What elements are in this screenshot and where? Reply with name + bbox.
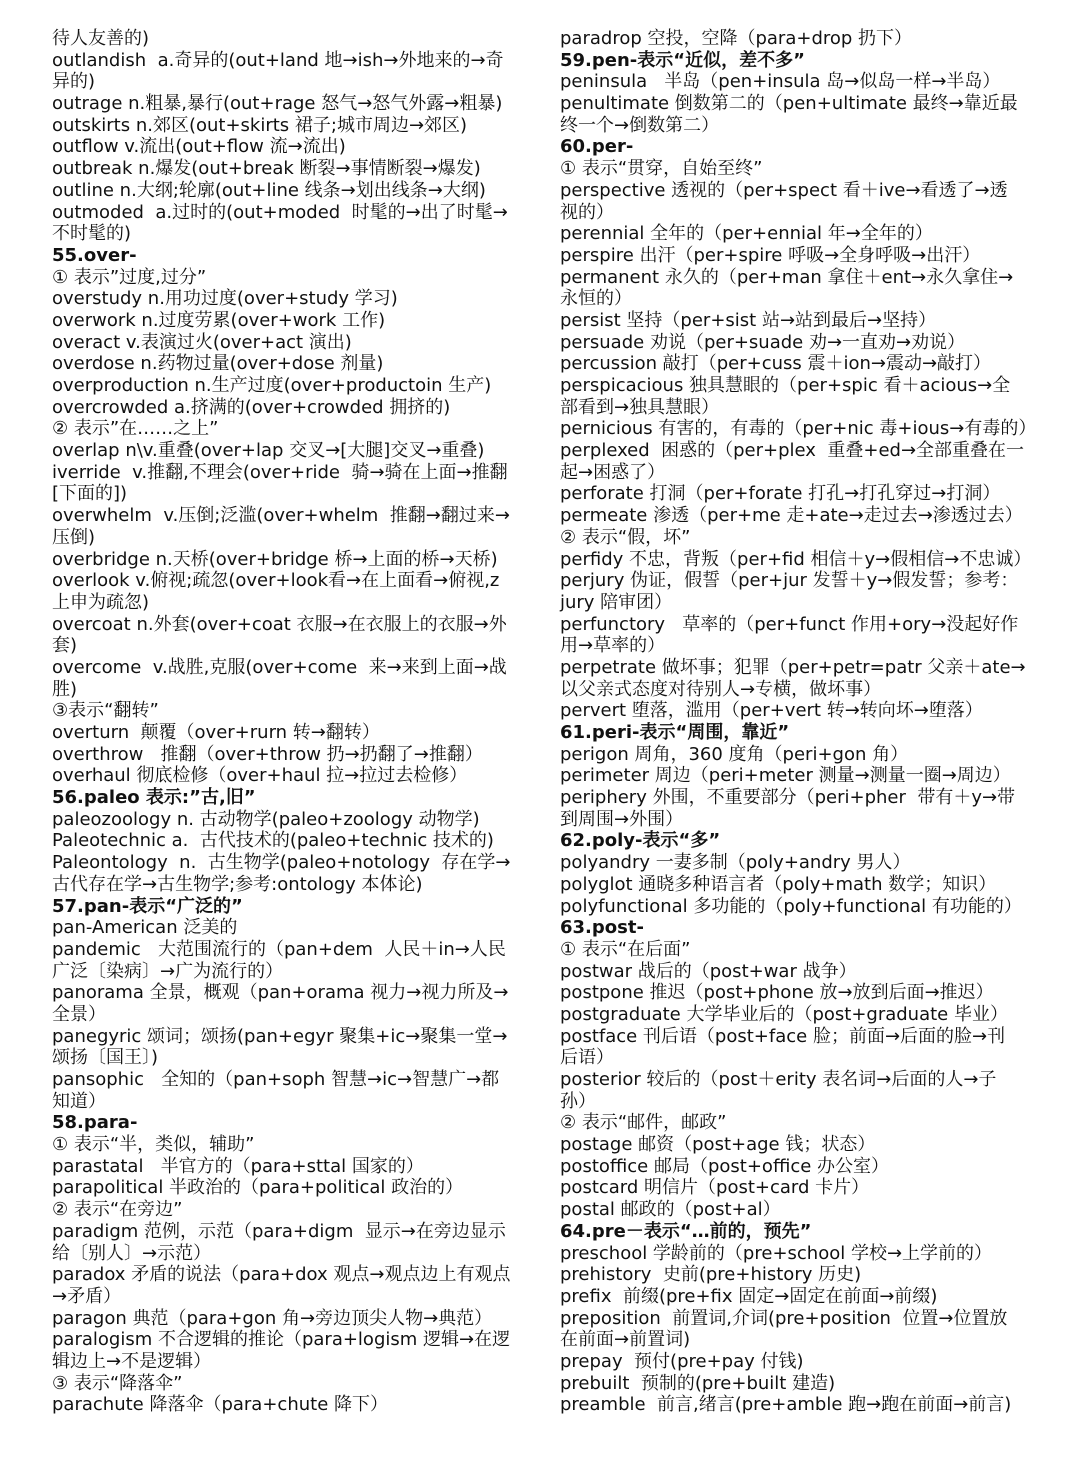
entry-line: overproduction n.生产过度(over+productoin 生产) xyxy=(52,375,492,396)
section-heading: 56.paleo 表示:”古,旧” xyxy=(52,787,256,809)
entry-line: perpetrate 做坏事；犯罪（per+petr=patr 父亲＋ate→ xyxy=(560,656,1026,678)
entry-line: 上申为疏忽) xyxy=(52,591,150,613)
entry-line: outbreak n.爆发(out+break 断裂→事情断裂→爆发) xyxy=(52,158,481,180)
entry-line: posterior 较后的（post＋erity 表名词→后面的人→子 xyxy=(560,1069,997,1090)
entry-line: outflow v.流出(out+flow 流→流出) xyxy=(52,136,346,158)
entry-line: 给〔别人〕→示范） xyxy=(52,1242,212,1264)
section-heading: 62.poly-表示“多” xyxy=(560,830,721,852)
entry-line: perigon 周角，360 度角（peri+gon 角） xyxy=(560,743,909,765)
entry-line: overlap n\v.重叠(over+lap 交叉→[大腿]交叉→重叠) xyxy=(52,440,485,462)
entry-line: perimeter 周边（peri+meter 测量→测量一圈→周边） xyxy=(560,765,1011,787)
subsection-marker: ① 表示“在后面” xyxy=(560,938,691,960)
entry-line: perspire 出汗（per+spire 呼吸→全身呼吸→出汗） xyxy=(560,244,981,266)
entry-line: outline n.大纲;轮廓(out+line 线条→划出线条→大纲) xyxy=(52,179,486,201)
entry-line: overcoat n.外套(over+coat 衣服→在衣服上的衣服→外 xyxy=(52,613,507,635)
entry-line: postcard 明信片（post+card 卡片） xyxy=(560,1177,870,1199)
entry-line: 后语） xyxy=(560,1047,614,1069)
entry-line: perplexed 困惑的（per+plex 重叠+ed→全部重叠在一 xyxy=(560,440,1025,462)
entry-line: 广泛〔染病〕→广为流行的） xyxy=(52,960,284,982)
entry-line: permanent 永久的（per+man 拿住＋ent→永久拿住→ xyxy=(560,266,1014,288)
entry-line: prefix 前缀(pre+fix 固定→固定在前面→前缀) xyxy=(560,1285,938,1307)
entry-line: parapolitical 半政治的（para+political 政治的） xyxy=(52,1177,464,1199)
entry-line: Paleontology n. 古生物学(paleo+notology 存在学→ xyxy=(52,852,511,874)
entry-line: postage 邮资（post+age 钱；状态） xyxy=(560,1134,876,1156)
entry-line: 不时髦的) xyxy=(52,223,132,245)
entry-line: overwhelm v.压倒;泛滥(over+whelm 推翻→翻过来→ xyxy=(52,505,510,527)
entry-line: percussion 敲打（per+cuss 震＋ion→震动→敲打） xyxy=(560,353,992,375)
entry-line: panorama 全景，概观（pan+orama 视力→视力所及→ xyxy=(52,982,509,1004)
entry-line: paralogism 不合逻辑的推论（para+logism 逻辑→在逻 xyxy=(52,1329,511,1351)
entry-line: polyfunctional 多功能的（poly+functional 有功能的） xyxy=(560,895,1022,917)
section-heading: 63.post- xyxy=(560,917,644,939)
entry-line: 压倒) xyxy=(52,526,96,548)
entry-line: 以父亲式态度对待别人→专横，做坏事） xyxy=(560,678,882,700)
subsection-marker: ③ 表示“降落伞” xyxy=(52,1372,183,1394)
entry-line: permeate 渗透（per+me 走+ate→走过去→渗透过去） xyxy=(560,505,1023,527)
entry-line: perspicacious 独具慧眼的（per+spic 看＋acious→全 xyxy=(560,375,1011,396)
entry-line: preschool 学龄前的（pre+school 学校→上学前的） xyxy=(560,1242,993,1264)
section-heading: 58.para- xyxy=(52,1112,138,1134)
entry-line: panegyric 颂词；颂扬(pan+egyr 聚集+ic→聚集一堂→ xyxy=(52,1025,508,1047)
entry-line: postgraduate 大学毕业后的（post+graduate 毕业） xyxy=(560,1003,1008,1025)
entry-line: 孙） xyxy=(560,1090,596,1112)
entry-line: persist 坚持（per+sist 站→站到最后→坚持） xyxy=(560,309,937,331)
entry-line: 待人友善的) xyxy=(52,28,150,49)
entry-line: pansophic 全知的（pan+soph 智慧→ic→智慧广→都 xyxy=(52,1069,500,1090)
entry-line: paradox 矛盾的说法（para+dox 观点→观点边上有观点 xyxy=(52,1264,511,1286)
entry-line: 胜) xyxy=(52,678,78,700)
entry-line: Paleotechnic a. 古代技术的(paleo+technic 技术的) xyxy=(52,830,494,852)
entry-line: 套) xyxy=(52,635,78,657)
section-heading: 60.per- xyxy=(560,136,634,158)
entry-line: overturn 颠覆（over+rurn 转→翻转） xyxy=(52,722,380,743)
section-heading: 64.pre－表示“…前的，预先” xyxy=(560,1220,812,1242)
entry-line: polyandry 一妻多制（poly+andry 男人） xyxy=(560,852,911,874)
entry-line: postal 邮政的（post+al） xyxy=(560,1199,781,1221)
entry-line: perspective 透视的（per+spect 看＋ive→看透了→透 xyxy=(560,179,1008,201)
entry-line: 部看到→独具慧眼） xyxy=(560,396,720,418)
section-heading: 55.over- xyxy=(52,244,137,266)
entry-line: pervert 堕落，滥用（per+vert 转→转向坏→堕落） xyxy=(560,700,983,722)
subsection-marker: ① 表示“半，类似，辅助” xyxy=(52,1134,255,1156)
entry-line: outskirts n.郊区(out+skirts 裙子;城市周边→郊区) xyxy=(52,114,468,136)
entry-line: prehistory 史前(pre+history 历史) xyxy=(560,1264,862,1286)
entry-line: paragon 典范（para+gon 角→旁边顶尖人物→典范） xyxy=(52,1307,493,1329)
entry-line: perforate 打洞（per+forate 打孔→打孔穿过→打洞） xyxy=(560,483,1001,505)
entry-line: →矛盾） xyxy=(52,1285,122,1307)
section-heading: 57.pan-表示“广泛的” xyxy=(52,895,243,917)
entry-line: 永恒的） xyxy=(560,288,632,310)
entry-line: parastatal 半官方的（para+sttal 国家的） xyxy=(52,1155,424,1177)
entry-line: 起→困惑了） xyxy=(560,461,666,483)
entry-line: outrage n.粗暴,暴行(out+rage 怒气→怒气外露→粗暴) xyxy=(52,93,503,115)
entry-line: overthrow 推翻（over+throw 扔→扔翻了→推翻） xyxy=(52,743,483,765)
entry-line: periphery 外围，不重要部分（peri+pher 带有＋y→带 xyxy=(560,787,1016,809)
entry-line: 用→草率的） xyxy=(560,635,666,657)
entry-line: postface 刊后语（post+face 脸；前面→后面的脸→刊 xyxy=(560,1025,1006,1047)
entry-line: paradrop 空投，空降（para+drop 扔下） xyxy=(560,28,913,49)
entry-line: overlook v.俯视;疏忽(over+look看→在上面看→俯视,z xyxy=(52,570,500,592)
entry-line: 全景） xyxy=(52,1003,106,1025)
entry-line: postpone 推迟（post+phone 放→放到后面→推迟） xyxy=(560,982,994,1004)
entry-line: perjury 伪证，假誓（per+jur 发誓＋y→假发誓；参考： xyxy=(560,570,1019,592)
entry-line: 颂扬〔国王〕) xyxy=(52,1047,159,1069)
entry-line: paleozoology n. 古动物学(paleo+zoology 动物学) xyxy=(52,808,480,830)
entry-line: 终一个→倒数第二） xyxy=(560,114,720,136)
entry-line: overdose n.药物过量(over+dose 剂量) xyxy=(52,353,384,375)
entry-line: perennial 全年的（per+ennial 年→全年的） xyxy=(560,223,933,245)
entry-line: iverride v.推翻,不理会(over+ride 骑→骑在上面→推翻 xyxy=(52,461,508,483)
entry-line: 古代存在学→古生物学;参考:ontology 本体论) xyxy=(52,873,423,895)
entry-line: polyglot 通晓多种语言者（poly+math 数学；知识） xyxy=(560,873,997,895)
entry-line: 到周围→外围） xyxy=(560,808,684,830)
entry-line: postoffice 邮局（post+office 办公室） xyxy=(560,1155,890,1177)
entry-line: penultimate 倒数第二的（pen+ultimate 最终→靠近最 xyxy=(560,93,1018,115)
entry-line: overcrowded a.挤满的(over+crowded 拥挤的) xyxy=(52,396,451,418)
subsection-marker: ① 表示”过度,过分” xyxy=(52,266,207,288)
entry-line: outlandish a.奇异的(out+land 地→ish→外地来的→奇 xyxy=(52,49,504,71)
entry-line: prebuilt 预制的(pre+built 建造) xyxy=(560,1372,836,1394)
entry-line: paradigm 范例，示范（para+digm 显示→在旁边显示 xyxy=(52,1220,506,1242)
entry-line: jury 陪审团） xyxy=(560,591,673,613)
entry-line: pernicious 有害的，有毒的（per+nic 毒+ious→有毒的） xyxy=(560,418,1037,440)
entry-line: 视的） xyxy=(560,201,614,223)
entry-line: 在前面→前置词) xyxy=(560,1329,691,1351)
subsection-marker: ② 表示“假，坏” xyxy=(560,526,691,548)
entry-line: persuade 劝说（per+suade 劝→一直劝→劝说） xyxy=(560,331,966,353)
entry-line: overwork n.过度劳累(over+work 工作) xyxy=(52,309,386,331)
entry-line: preposition 前置词,介词(pre+position 位置→位置放 xyxy=(560,1307,1008,1329)
entry-line: outmoded a.过时的(out+moded 时髦的→出了时髦→ xyxy=(52,201,508,223)
section-heading: 59.pen-表示“近似，差不多” xyxy=(560,49,805,71)
entry-line: overcome v.战胜,克服(over+come 来→来到上面→战 xyxy=(52,656,507,678)
entry-line: overhaul 彻底检修（over+haul 拉→拉过去检修） xyxy=(52,765,468,787)
subsection-marker: ② 表示“在旁边” xyxy=(52,1199,183,1221)
right-column xyxy=(560,28,1038,1416)
entry-line: prepay 预付(pre+pay 付钱) xyxy=(560,1350,804,1372)
subsection-marker: ② 表示”在……之上” xyxy=(52,418,219,440)
subsection-marker: ② 表示“邮件，邮政” xyxy=(560,1112,727,1134)
subsection-marker: ① 表示“贯穿，自始至终” xyxy=(560,158,763,180)
entry-line: overstudy n.用功过度(over+study 学习) xyxy=(52,288,398,310)
entry-line: [下面的]) xyxy=(52,483,128,505)
entry-line: overact v.表演过火(over+act 演出) xyxy=(52,331,352,353)
entry-line: preamble 前言,绪言(pre+amble 跑→跑在前面→前言) xyxy=(560,1394,1012,1416)
entry-line: 知道） xyxy=(52,1090,106,1112)
entry-line: perfunctory 草率的（per+funct 作用+ory→没起好作 xyxy=(560,613,1019,635)
entry-line: peninsula 半岛（pen+insula 岛→似岛一样→半岛） xyxy=(560,71,1001,93)
entry-line: pan-American 泛美的 xyxy=(52,917,238,939)
section-heading: 61.peri-表示“周围，靠近” xyxy=(560,722,790,743)
left-column xyxy=(52,28,530,1416)
entry-line: overbridge n.天桥(over+bridge 桥→上面的桥→天桥) xyxy=(52,548,498,570)
entry-line: postwar 战后的（post+war 战争） xyxy=(560,960,857,982)
entry-line: pandemic 大范围流行的（pan+dem 人民＋in→人民 xyxy=(52,938,506,960)
entry-line: parachute 降落伞（para+chute 降下） xyxy=(52,1394,388,1416)
entry-line: 辑边上→不是逻辑） xyxy=(52,1350,212,1372)
subsection-marker: ③表示“翻转” xyxy=(52,700,159,722)
entry-line: perfidy 不忠，背叛（per+fid 相信＋y→假相信→不忠诚） xyxy=(560,548,1032,570)
entry-line: 异的) xyxy=(52,71,96,93)
